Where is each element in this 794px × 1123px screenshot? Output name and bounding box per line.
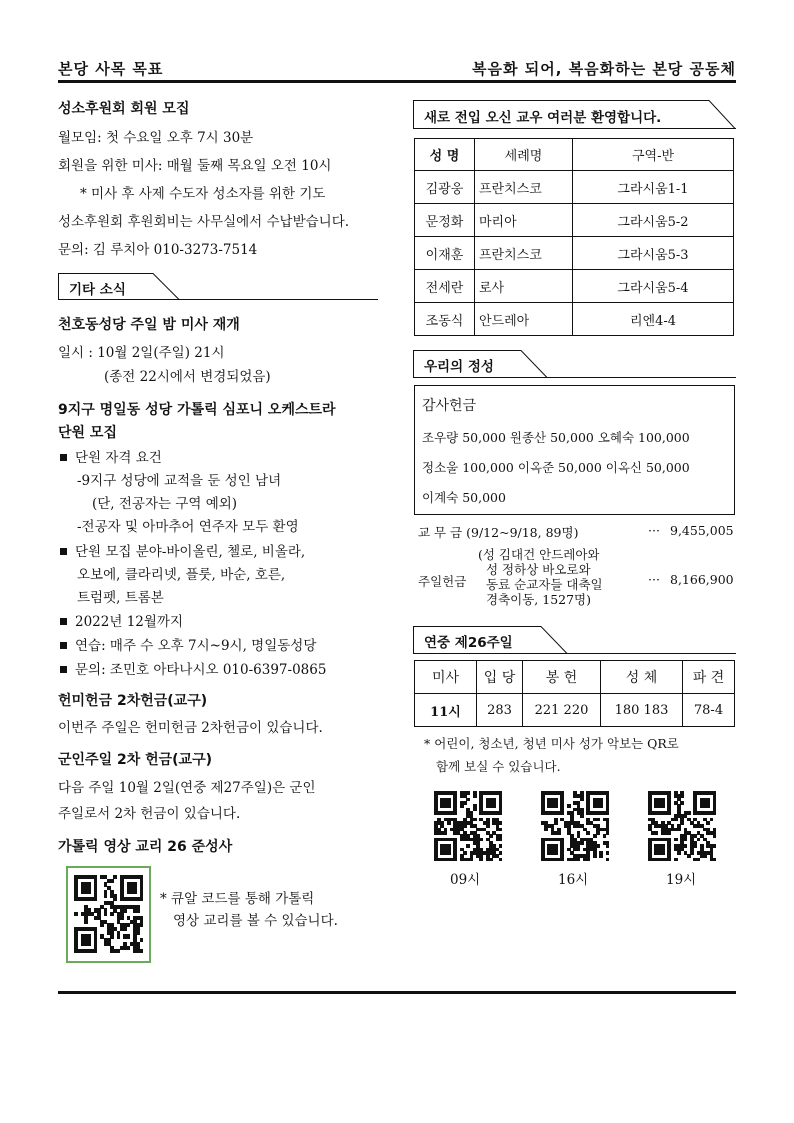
orchestra-title: 9지구 명일동 성당 가톨릭 심포니 오케스트라	[58, 402, 336, 418]
catechism-title: 가톨릭 영상 교리 26 준성사	[58, 839, 233, 855]
week-section-label: 연중 제26주일	[424, 635, 513, 651]
news-section-tab	[58, 273, 378, 300]
qr-module	[447, 851, 451, 855]
qr-module	[87, 890, 91, 894]
qr-label: 16시	[558, 872, 589, 888]
catechism-note: 영상 교리를 볼 수 있습니다.	[173, 913, 338, 929]
col-header: 성 체	[601, 661, 683, 694]
qr-module	[687, 811, 691, 815]
qr-module	[554, 804, 558, 808]
qr-module	[136, 931, 140, 935]
thanks-row: 이계숙 50,000	[422, 490, 506, 505]
cell-name: 조동식	[415, 303, 475, 336]
orchestra-bullet: 단원 자격 요건	[60, 446, 162, 466]
table-row	[415, 270, 734, 303]
qr-module	[453, 858, 457, 862]
qr-label: 19시	[666, 872, 697, 888]
qr-module	[661, 851, 665, 855]
cell-mass-time: 11시	[415, 694, 477, 727]
thanks-row: 정소울 100,000 이옥준 50,000 이옥신 50,000	[422, 460, 690, 475]
military-text: 다음 주일 10월 2일(연중 제27주일)은 군인	[58, 780, 316, 796]
qr-module	[473, 808, 477, 812]
qr-module	[127, 934, 131, 938]
qr-module	[140, 897, 144, 901]
qr-module	[687, 854, 691, 858]
qr-module	[596, 818, 600, 822]
qr-module	[136, 908, 140, 912]
qr-module	[447, 821, 451, 825]
qr-module	[560, 858, 564, 862]
qr-module	[489, 834, 493, 838]
qr-module	[593, 834, 597, 838]
cheonho-note: (종전 22시에서 변경되었음)	[104, 369, 271, 385]
qr-module	[586, 858, 590, 862]
qr-module	[596, 844, 600, 848]
welcome-table	[414, 138, 734, 336]
cell-communion: 180 183	[601, 694, 683, 727]
table-row	[415, 694, 735, 727]
gyomu-leader: ···	[648, 523, 660, 538]
qr-module	[479, 858, 483, 862]
thanks-title: 감사헌금	[422, 398, 477, 414]
sanctuary-line: 회원을 위한 미사: 매월 둘째 목요일 오전 10시	[58, 158, 332, 174]
qr-module	[654, 831, 658, 835]
qr-module	[463, 824, 467, 828]
sanctuary-line: * 미사 후 사제 수도자 성소자를 위한 기도	[80, 186, 326, 202]
week-section-tab	[413, 626, 736, 654]
qr-module	[127, 946, 131, 950]
cell-district: 그라시움5-2	[573, 204, 734, 237]
cell-baptism: 안드레아	[475, 303, 573, 336]
hymn-qr-code-16[interactable]	[541, 791, 609, 861]
table-row	[415, 237, 734, 270]
qr-module	[577, 848, 581, 852]
orchestra-bullet: 연습: 매주 수 오후 7시~9시, 명일동성당	[60, 634, 316, 654]
qr-module	[667, 811, 671, 815]
qr-module	[544, 828, 548, 832]
news-section-label: 기타 소식	[69, 282, 126, 298]
military-title: 군인주일 2차 헌금(교구)	[58, 752, 213, 768]
cell-dismissal: 78-4	[683, 694, 735, 727]
sanctuary-line: 월모임: 첫 수요일 오후 7시 30분	[58, 130, 254, 146]
gyomu-amount: 9,455,005	[670, 523, 734, 538]
cheonho-title: 천호동성당 주일 밤 미사 재개	[58, 317, 240, 333]
qr-module	[104, 894, 108, 898]
qr-module	[580, 814, 584, 818]
welcome-table-header	[415, 139, 734, 171]
qr-module	[492, 804, 496, 808]
table-row	[415, 303, 734, 336]
qr-module	[123, 908, 127, 912]
qr-module	[479, 838, 483, 842]
orchestra-bullet: 2022년 12월까지	[60, 610, 183, 630]
catechism-qr-frame	[66, 866, 151, 963]
qr-module	[593, 854, 597, 858]
orchestra-sub: 트럼펫, 트롬본	[77, 590, 164, 606]
cell-district: 그라시움1-1	[573, 171, 734, 204]
qr-module	[120, 916, 124, 920]
qr-module	[117, 949, 121, 953]
qr-module	[603, 834, 607, 838]
qr-module	[690, 851, 694, 855]
qr-module	[554, 821, 558, 825]
sanctuary-title: 성소후원회 회원 모집	[58, 101, 190, 117]
qr-module	[74, 912, 78, 916]
sunday-desc-line: 성 정하상 바오로와	[486, 562, 591, 577]
orchestra-bullet: 단원 모집 분야-바이올린, 첼로, 비올라,	[60, 540, 305, 560]
cell-baptism: 프란치스코	[475, 237, 573, 270]
qr-module	[674, 818, 678, 822]
qr-note: * 어린이, 청소년, 청년 미사 성가 악보는 QR로	[424, 736, 679, 751]
qr-module	[680, 801, 684, 805]
sunday-leader: ···	[648, 572, 660, 587]
offering-section-label: 우리의 정성	[424, 359, 494, 375]
cell-baptism: 로사	[475, 270, 573, 303]
header-divider	[58, 80, 736, 83]
qr-module	[580, 798, 584, 802]
col-header: 세례명	[475, 139, 573, 171]
qr-module	[684, 844, 688, 848]
qr-module	[466, 798, 470, 802]
qr-module	[473, 818, 477, 822]
sanctuary-line: 성소후원회 후원회비는 사무실에서 수납받습니다.	[58, 214, 350, 230]
qr-module	[713, 834, 717, 838]
col-header: 성 명	[415, 139, 475, 171]
thanks-box	[414, 385, 735, 515]
qr-module	[580, 841, 584, 845]
col-header: 봉 헌	[523, 661, 601, 694]
qr-module	[110, 879, 114, 883]
qr-module	[117, 934, 121, 938]
heonmi-title: 헌미헌금 2차헌금(교구)	[58, 693, 208, 709]
cell-district: 그라시움5-3	[573, 237, 734, 270]
qr-module	[123, 927, 127, 931]
table-row	[415, 204, 734, 237]
qr-module	[463, 851, 467, 855]
military-text: 주일로서 2차 헌금이 있습니다.	[58, 806, 241, 822]
qr-module	[713, 844, 717, 848]
orchestra-sub: 오보에, 클라리넷, 플룻, 바순, 호른,	[77, 567, 286, 583]
qr-module	[84, 920, 88, 924]
heonmi-text: 이번주 주일은 헌미헌금 2차헌금이 있습니다.	[58, 720, 323, 736]
footer-divider	[58, 991, 736, 994]
qr-module	[599, 854, 603, 858]
qr-module	[713, 811, 717, 815]
col-header: 구역-반	[573, 139, 734, 171]
qr-module	[710, 818, 714, 822]
cell-name: 문정화	[415, 204, 475, 237]
qr-module	[606, 811, 610, 815]
header-motto: 복음화 되어, 복음화하는 본당 공동체	[472, 60, 736, 78]
qr-module	[557, 831, 561, 835]
qr-module	[499, 851, 503, 855]
qr-module	[460, 804, 464, 808]
qr-module	[94, 949, 98, 953]
header-goal-label: 본당 사목 목표	[58, 60, 164, 78]
qr-module	[677, 828, 681, 832]
qr-module	[661, 804, 665, 808]
qr-module	[693, 844, 697, 848]
col-header: 미사	[415, 661, 477, 694]
qr-module	[113, 897, 117, 901]
qr-module	[463, 801, 467, 805]
qr-module	[697, 838, 701, 842]
cell-baptism: 마리아	[475, 204, 573, 237]
cell-baptism: 프란치스코	[475, 171, 573, 204]
qr-module	[596, 831, 600, 835]
qr-module	[706, 804, 710, 808]
qr-module	[499, 858, 503, 862]
cell-entrance: 283	[477, 694, 523, 727]
qr-module	[677, 851, 681, 855]
qr-module	[667, 831, 671, 835]
qr-module	[100, 923, 104, 927]
cell-district: 그라시움5-4	[573, 270, 734, 303]
qr-module	[586, 831, 590, 835]
col-header: 입 당	[477, 661, 523, 694]
qr-module	[680, 821, 684, 825]
qr-module	[104, 912, 108, 916]
qr-module	[684, 838, 688, 842]
qr-module	[606, 851, 610, 855]
qr-module	[680, 794, 684, 798]
sunday-desc	[478, 547, 603, 607]
orchestra-sub: (단, 전공자는 구역 예외)	[92, 496, 238, 512]
orchestra-bullet: 문의: 조민호 아타나시오 010-6397-0865	[60, 658, 326, 678]
qr-module	[554, 851, 558, 855]
cell-name: 이재훈	[415, 237, 475, 270]
orchestra-sub: -전공자 및 아마추어 연주자 모두 환영	[77, 519, 299, 535]
qr-module	[140, 923, 144, 927]
catechism-note: * 큐알 코드를 통해 가톨릭	[160, 891, 315, 907]
sanctuary-contact: 문의: 김 루치아 010-3273-7514	[58, 242, 258, 258]
qr-module	[499, 828, 503, 832]
qr-module	[606, 831, 610, 835]
qr-module	[697, 858, 701, 862]
qr-module	[466, 791, 470, 795]
qr-note: 함께 보실 수 있습니다.	[436, 759, 561, 774]
qr-module	[599, 804, 603, 808]
mass-table-header	[415, 661, 735, 694]
qr-module	[567, 804, 571, 808]
qr-module	[560, 811, 564, 815]
hymn-qr-code-09[interactable]	[434, 791, 502, 861]
qr-module	[453, 811, 457, 815]
qr-module	[713, 858, 717, 862]
mass-stats-table	[414, 660, 735, 727]
sunday-desc-line: 경축이동, 1527명)	[486, 592, 592, 607]
qr-module	[667, 858, 671, 862]
cell-district: 리엔4-4	[573, 303, 734, 336]
qr-module	[499, 844, 503, 848]
qr-module	[110, 912, 114, 916]
qr-module	[87, 942, 91, 946]
sunday-desc-line: 동료 순교자들 대축일	[486, 577, 603, 592]
thanks-row: 조우량 50,000 원종산 50,000 오혜숙 100,000	[422, 430, 690, 445]
qr-module	[499, 811, 503, 815]
qr-module	[444, 831, 448, 835]
gyomu-label: 교 무 금 (9/12~9/18, 89명)	[418, 525, 579, 540]
qr-module	[499, 821, 503, 825]
orchestra-sub: -9지구 성당에 교적을 둔 성인 남녀	[77, 473, 282, 489]
qr-module	[466, 844, 470, 848]
cell-name: 김광웅	[415, 171, 475, 204]
sunday-amount: 8,166,900	[670, 572, 734, 587]
catechism-qr-code[interactable]	[74, 875, 143, 953]
qr-module	[127, 923, 131, 927]
qr-module	[473, 794, 477, 798]
qr-module	[133, 890, 137, 894]
cell-name: 전세란	[415, 270, 475, 303]
sunday-label: 주일헌금	[418, 574, 467, 589]
qr-module	[577, 858, 581, 862]
qr-module	[470, 858, 474, 862]
table-row	[415, 171, 734, 204]
qr-module	[674, 838, 678, 842]
qr-module	[486, 824, 490, 828]
qr-module	[447, 804, 451, 808]
qr-module	[140, 938, 144, 942]
qr-module	[113, 875, 117, 879]
qr-module	[110, 934, 114, 938]
col-header: 파 견	[683, 661, 735, 694]
offering-section-tab	[413, 350, 736, 378]
qr-module	[140, 949, 144, 953]
cheonho-date: 일시 : 10월 2일(주일) 21시	[58, 345, 225, 361]
qr-module	[674, 858, 678, 862]
qr-module	[489, 858, 493, 862]
qr-module	[706, 821, 710, 825]
qr-module	[499, 838, 503, 842]
qr-module	[94, 897, 98, 901]
orchestra-title-2: 단원 모집	[58, 425, 117, 441]
qr-module	[703, 854, 707, 858]
welcome-section-tab	[413, 100, 736, 129]
cell-offertory: 221 220	[523, 694, 601, 727]
qr-module	[606, 844, 610, 848]
welcome-section-label: 새로 전입 오신 교우 여러분 환영합니다.	[424, 110, 662, 126]
qr-label: 09시	[450, 872, 481, 888]
sunday-desc-line: (성 김대건 안드레아와	[478, 547, 600, 562]
hymn-qr-code-19[interactable]	[648, 791, 716, 861]
qr-module	[606, 858, 610, 862]
